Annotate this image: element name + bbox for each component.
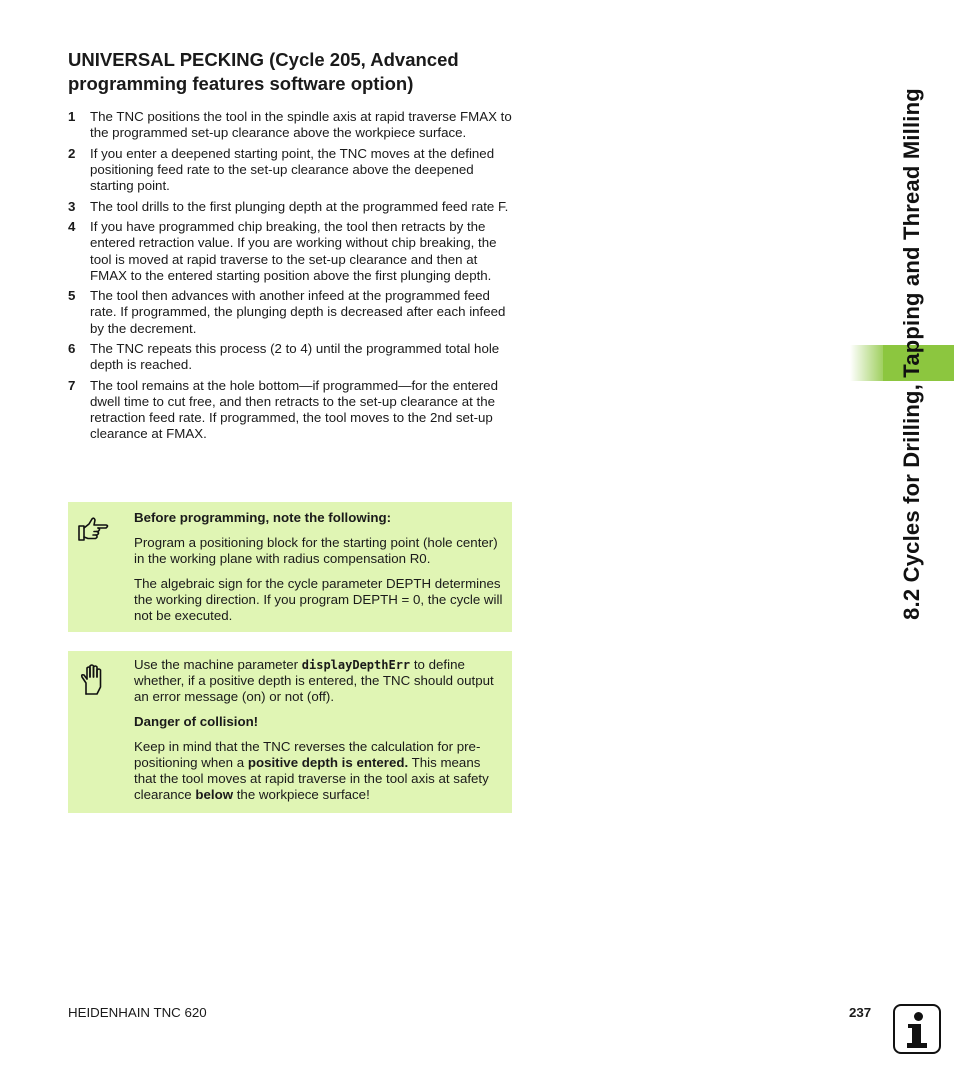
note-text: Use the machine parameter xyxy=(134,657,302,672)
note-text: This means that the tool moves at rapid traverse in the tool axis at safety clearance xyxy=(134,755,489,802)
list-item xyxy=(68,341,512,373)
list-item xyxy=(68,378,512,442)
programming-note-box xyxy=(68,502,512,632)
manual-name: HEIDENHAIN TNC 620 xyxy=(68,1005,207,1020)
pointing-hand-icon xyxy=(76,512,110,546)
page-number: 237 xyxy=(849,1005,872,1020)
list-item xyxy=(68,288,512,336)
collision-paragraph xyxy=(134,739,504,803)
parameter-name: displayDepthErr xyxy=(301,658,411,672)
step-text: The TNC repeats this process (2 to 4) until the programmed total hole depth is reached. xyxy=(90,341,500,373)
note-paragraph: Program a positioning block for the starting point (hole center) in the working plane with radius compensation R0. xyxy=(134,535,498,566)
step-text: The tool remains at the hole bottom—if programmed—for the entered dwell time to cut free, and then retracts to the set-up clearance at the retraction feed rate. If programmed, the tool moves to the 2nd set-up clearance at FMAX. xyxy=(90,377,498,442)
warning-note-box xyxy=(68,651,512,813)
note-text: the workpiece surface! xyxy=(233,787,370,802)
danger-heading: Danger of collision! xyxy=(134,714,259,729)
list-item xyxy=(68,146,512,194)
step-text: The tool drills to the first plunging depth at the programmed feed rate F. xyxy=(90,198,509,214)
note-paragraph: The algebraic sign for the cycle parameter DEPTH determines the working direction. If you program DEPTH = 0, the cycle will not be executed. xyxy=(134,576,503,623)
step-number: 7 xyxy=(68,377,76,393)
step-text: If you have programmed chip breaking, the tool then retracts by the entered retraction value. If you are working without chip breaking, the tool is moved at rapid traverse to the set-up clearance and then at FMAX to the entered starting position above the first plunging depth. xyxy=(90,219,497,283)
emphasis-text: positive depth is entered. xyxy=(247,755,409,770)
step-number: 5 xyxy=(68,288,76,304)
step-number: 1 xyxy=(68,109,76,124)
note-text: to define whether, if a positive depth is entered, the TNC should output an error message (on) or not (off). xyxy=(134,657,494,704)
chapter-title: 8.2 Cycles for Drilling, Tapping and Thread Milling xyxy=(899,88,924,620)
list-item xyxy=(68,219,512,283)
step-number: 2 xyxy=(68,145,76,161)
step-number: 6 xyxy=(68,341,76,357)
step-text: The tool then advances with another infeed at the programmed feed rate. If programmed, the plunging depth is decreased after each infeed by the decrement. xyxy=(90,288,506,336)
list-item xyxy=(68,199,512,215)
section-title: UNIVERSAL PECKING (Cycle 205, Advanced programming features software option) xyxy=(68,49,459,94)
info-icon xyxy=(893,1004,941,1054)
machine-parameter-paragraph xyxy=(134,657,504,705)
steps-list xyxy=(68,109,512,447)
list-item xyxy=(68,109,512,141)
step-number: 3 xyxy=(68,198,76,214)
step-text: The TNC positions the tool in the spindle axis at rapid traverse FMAX to the programmed set-up clearance above the workpiece surface. xyxy=(90,109,512,141)
note-heading: Before programming, note the following: xyxy=(134,510,392,525)
raised-hand-icon xyxy=(76,663,110,697)
step-number: 4 xyxy=(68,219,76,235)
step-text: If you enter a deepened starting point, the TNC moves at the defined positioning feed rate to the set-up clearance above the deepened starting point. xyxy=(90,145,495,193)
emphasis-text: below xyxy=(195,787,234,802)
note-text: Keep in mind that the TNC reverses the calculation for pre-positioning when a xyxy=(134,739,481,770)
